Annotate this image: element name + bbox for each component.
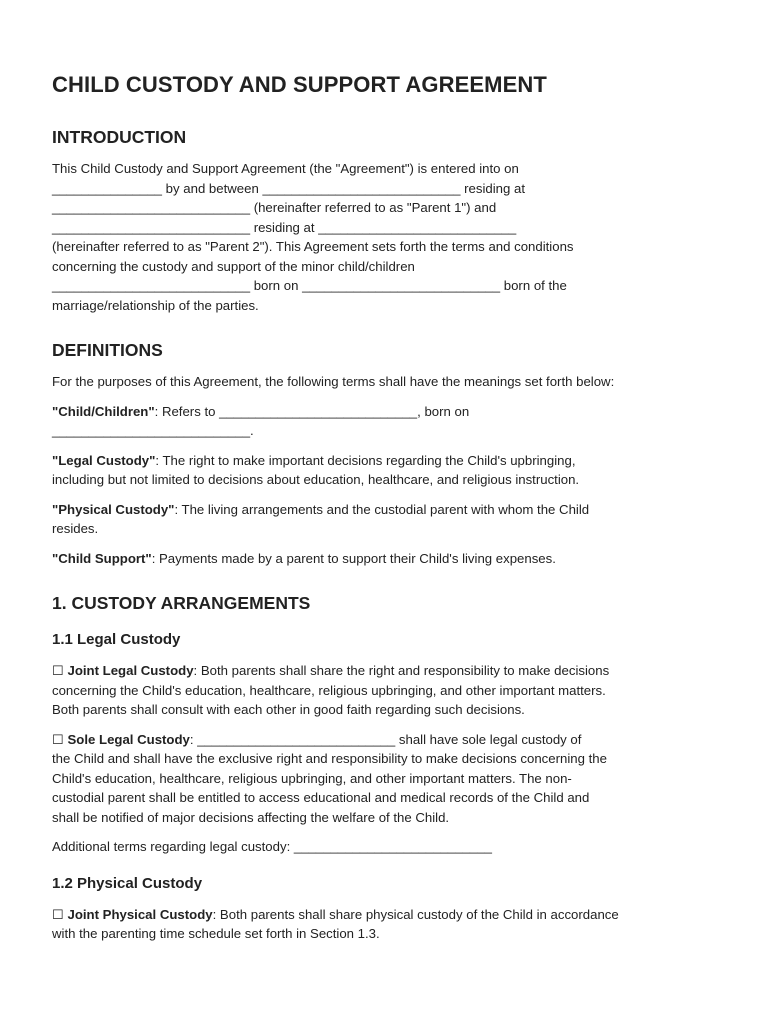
definition-child-support <box>52 549 722 569</box>
additional-legal-terms: Additional terms regarding legal custody: ___________________________ <box>52 839 492 854</box>
definition-text: resides. <box>52 521 99 536</box>
intro-line: ___________________________ residing at ___________________________ <box>52 219 517 235</box>
option-text: shall be notified of major decisions affecting the welfare of the Child. <box>52 809 450 825</box>
option-text: concerning the Child's education, healthcare, religious upbringing, and other important matters. <box>52 682 606 698</box>
intro-line: marriage/relationship of the parties. <box>52 297 259 313</box>
physical-custody-heading: 1.2 Physical Custody <box>52 874 203 892</box>
checkbox-icon[interactable]: ☐ <box>52 906 64 922</box>
intro-line: concerning the custody and support of the minor child/children <box>52 258 415 274</box>
option-text: : Both parents shall share physical custody of the Child in accordance <box>212 906 619 922</box>
option-text: Child's education, healthcare, religious upbringing, and other important matters. The non- <box>52 770 572 786</box>
checkbox-icon[interactable]: ☐ <box>52 731 64 747</box>
definition-text: : The right to make important decisions regarding the Child's upbringing, <box>155 452 576 468</box>
option-text: : Both parents shall share the right and responsibility to make decisions <box>193 663 610 678</box>
joint-physical-custody-option <box>52 905 722 944</box>
definition-term: "Legal Custody" <box>52 452 156 468</box>
definition-text: : Payments made by a parent to support their Child's living expenses. <box>151 550 556 566</box>
checkbox-icon[interactable]: ☐ <box>52 663 64 678</box>
document-page <box>52 70 722 944</box>
definition-text: including but not limited to decisions about education, healthcare, and religious instruction. <box>52 472 580 487</box>
option-label: Sole Legal Custody <box>67 731 190 747</box>
definition-text: : Refers to ___________________________, born on <box>154 403 470 419</box>
document-title: CHILD CUSTODY AND SUPPORT AGREEMENT <box>52 72 547 97</box>
option-text: the Child and shall have the exclusive right and responsibility to make decisions concerning the <box>52 751 607 766</box>
option-label: Joint Legal Custody <box>67 663 194 678</box>
definition-text: : The living arrangements and the custodial parent with whom the Child <box>174 501 590 517</box>
option-text: custodial parent shall be entitled to access educational and medical records of the Child and <box>52 790 590 805</box>
definition-legal-custody <box>52 451 722 490</box>
intro-line: (hereinafter referred to as "Parent 2"). This Agreement sets forth the terms and conditions <box>52 239 574 254</box>
intro-line: This Child Custody and Support Agreement (the "Agreement") is entered into on <box>52 161 519 176</box>
definition-physical-custody <box>52 500 722 539</box>
definitions-lead: For the purposes of this Agreement, the following terms shall have the meanings set forth below: <box>52 374 615 389</box>
joint-legal-custody-option <box>52 661 722 720</box>
definition-term: "Child Support" <box>52 550 152 566</box>
intro-line: _______________ by and between ___________________________ residing at <box>52 180 525 196</box>
option-text: with the parenting time schedule set forth in Section 1.3. <box>52 926 380 941</box>
definition-term: "Physical Custody" <box>52 501 175 517</box>
definition-text: ___________________________. <box>52 423 254 438</box>
option-text: Both parents shall consult with each other in good faith regarding such decisions. <box>52 702 525 717</box>
custody-arrangements-heading: 1. CUSTODY ARRANGEMENTS <box>52 593 311 613</box>
sole-legal-custody-option <box>52 730 722 828</box>
intro-line: ___________________________ born on ___________________________ born of the <box>52 278 567 293</box>
legal-custody-heading: 1.1 Legal Custody <box>52 631 181 648</box>
intro-line: ___________________________ (hereinafter referred to as "Parent 1") and <box>52 200 497 215</box>
introduction-heading: INTRODUCTION <box>52 127 187 147</box>
definition-child <box>52 402 722 441</box>
definition-term: "Child/Children" <box>52 403 155 419</box>
option-label: Joint Physical Custody <box>67 906 213 922</box>
option-text: : ___________________________ shall have sole legal custody of <box>189 731 582 747</box>
definitions-heading: DEFINITIONS <box>52 340 163 360</box>
introduction-paragraph <box>52 159 722 315</box>
